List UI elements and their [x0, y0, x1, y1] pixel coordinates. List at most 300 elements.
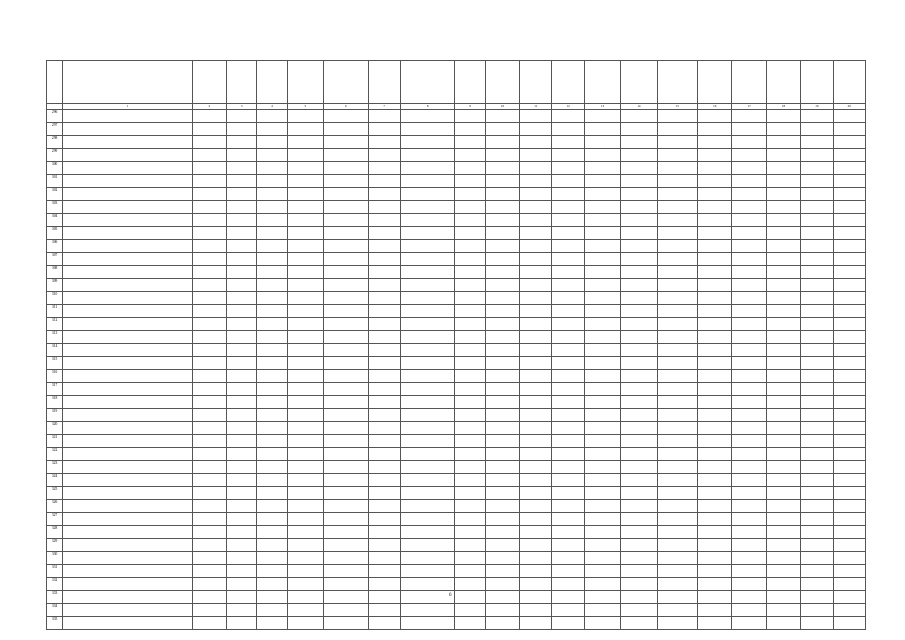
table-cell — [621, 123, 657, 136]
table-cell — [732, 409, 766, 422]
table-cell — [324, 188, 368, 201]
table-cell — [455, 175, 485, 188]
table-cell — [455, 149, 485, 162]
table-cell — [833, 565, 865, 578]
table-cell — [801, 435, 833, 448]
table-cell — [732, 461, 766, 474]
table-cell — [657, 305, 697, 318]
table-cell — [192, 487, 226, 500]
table-cell — [621, 526, 657, 539]
table-row — [47, 487, 866, 500]
table-cell — [226, 409, 256, 422]
table-cell — [63, 357, 192, 370]
table-cell — [287, 292, 323, 305]
row-number: 318 — [47, 396, 63, 409]
column-number: 6 — [324, 104, 368, 110]
table-cell — [732, 357, 766, 370]
table-cell — [833, 149, 865, 162]
table-cell — [657, 500, 697, 513]
table-cell — [368, 357, 400, 370]
table-cell — [257, 396, 287, 409]
row-number: 308 — [47, 266, 63, 279]
table-cell — [833, 487, 865, 500]
table-cell — [257, 253, 287, 266]
table-cell — [400, 331, 455, 344]
table-cell — [520, 513, 552, 526]
row-number: 312 — [47, 318, 63, 331]
table-cell — [833, 318, 865, 331]
table-cell — [520, 461, 552, 474]
table-cell — [766, 201, 800, 214]
table-cell — [192, 175, 226, 188]
table-cell — [833, 240, 865, 253]
table-cell — [485, 292, 519, 305]
table-cell — [368, 266, 400, 279]
table-cell — [324, 318, 368, 331]
table-cell — [400, 422, 455, 435]
table-cell — [698, 396, 732, 409]
table-cell — [584, 474, 620, 487]
table-cell — [226, 461, 256, 474]
table-cell — [63, 539, 192, 552]
table-cell — [657, 136, 697, 149]
table-cell — [552, 578, 584, 591]
table-cell — [657, 253, 697, 266]
table-cell — [226, 110, 256, 123]
table-cell — [552, 136, 584, 149]
table-row — [47, 240, 866, 253]
row-number: 328 — [47, 526, 63, 539]
table-cell — [257, 175, 287, 188]
row-number: 309 — [47, 279, 63, 292]
table-cell — [485, 487, 519, 500]
table-cell — [324, 110, 368, 123]
table-cell — [833, 461, 865, 474]
table-cell — [192, 292, 226, 305]
table-cell — [485, 279, 519, 292]
table-cell — [833, 201, 865, 214]
table-cell — [287, 409, 323, 422]
table-cell — [801, 279, 833, 292]
table-cell — [732, 162, 766, 175]
table-cell — [552, 591, 584, 604]
table-cell — [226, 292, 256, 305]
table-cell — [324, 266, 368, 279]
table-cell — [324, 617, 368, 630]
table-cell — [368, 175, 400, 188]
table-cell — [455, 136, 485, 149]
table-cell — [287, 123, 323, 136]
table-cell — [766, 500, 800, 513]
table-cell — [698, 305, 732, 318]
table-cell — [621, 344, 657, 357]
table-cell — [732, 565, 766, 578]
table-cell — [257, 448, 287, 461]
table-cell — [584, 266, 620, 279]
table-cell — [226, 253, 256, 266]
table-cell — [621, 227, 657, 240]
table-cell — [833, 344, 865, 357]
table-cell — [324, 357, 368, 370]
table-cell — [287, 578, 323, 591]
table-cell — [657, 604, 697, 617]
table-cell — [698, 435, 732, 448]
header-cell — [801, 61, 833, 104]
table-cell — [801, 448, 833, 461]
table-cell — [400, 357, 455, 370]
table-cell — [552, 201, 584, 214]
column-number: 16 — [698, 104, 732, 110]
table-cell — [552, 422, 584, 435]
table-cell — [621, 253, 657, 266]
table-cell — [257, 331, 287, 344]
table-row — [47, 552, 866, 565]
table-cell — [584, 279, 620, 292]
table-cell — [698, 578, 732, 591]
table-cell — [833, 409, 865, 422]
table-cell — [455, 344, 485, 357]
column-number: 9 — [455, 104, 485, 110]
table-row — [47, 214, 866, 227]
table-cell — [552, 487, 584, 500]
table-cell — [400, 409, 455, 422]
table-cell — [657, 214, 697, 227]
table-cell — [657, 383, 697, 396]
table-cell — [698, 162, 732, 175]
table-cell — [455, 409, 485, 422]
header-cell — [833, 61, 865, 104]
table-cell — [766, 318, 800, 331]
table-cell — [833, 513, 865, 526]
header-cell — [192, 61, 226, 104]
column-number: 7 — [368, 104, 400, 110]
table-cell — [584, 617, 620, 630]
table-cell — [324, 461, 368, 474]
table-cell — [552, 396, 584, 409]
table-cell — [485, 526, 519, 539]
table-row — [47, 292, 866, 305]
header-cell — [400, 61, 455, 104]
table-cell — [621, 318, 657, 331]
table-cell — [657, 435, 697, 448]
table-cell — [400, 565, 455, 578]
table-cell — [552, 318, 584, 331]
table-cell — [698, 149, 732, 162]
table-cell — [621, 149, 657, 162]
table-cell — [226, 214, 256, 227]
table-cell — [368, 240, 400, 253]
table-cell — [732, 292, 766, 305]
table-cell — [400, 214, 455, 227]
table-cell — [657, 461, 697, 474]
table-cell — [833, 214, 865, 227]
table-cell — [520, 214, 552, 227]
table-cell — [257, 240, 287, 253]
column-number: 8 — [400, 104, 455, 110]
table-cell — [621, 409, 657, 422]
table-cell — [584, 331, 620, 344]
table-cell — [766, 110, 800, 123]
table-cell — [226, 617, 256, 630]
table-cell — [63, 318, 192, 331]
table-cell — [801, 253, 833, 266]
table-cell — [698, 318, 732, 331]
table-row — [47, 344, 866, 357]
table-cell — [621, 474, 657, 487]
table-cell — [368, 149, 400, 162]
table-cell — [732, 214, 766, 227]
table-cell — [368, 123, 400, 136]
table-row — [47, 409, 866, 422]
table-cell — [732, 383, 766, 396]
header-cell — [732, 61, 766, 104]
table-cell — [833, 305, 865, 318]
table-cell — [400, 279, 455, 292]
table-cell — [257, 591, 287, 604]
table-cell — [801, 513, 833, 526]
table-cell — [63, 175, 192, 188]
table-cell — [621, 201, 657, 214]
table-cell — [63, 162, 192, 175]
table-cell — [657, 357, 697, 370]
table-cell — [368, 565, 400, 578]
table-cell — [833, 175, 865, 188]
table-cell — [584, 188, 620, 201]
table-cell — [552, 279, 584, 292]
table-cell — [520, 240, 552, 253]
table-cell — [192, 253, 226, 266]
table-cell — [287, 331, 323, 344]
table-cell — [485, 253, 519, 266]
table-cell — [801, 318, 833, 331]
row-number: 311 — [47, 305, 63, 318]
table-cell — [257, 370, 287, 383]
table-cell — [400, 591, 455, 604]
table-cell — [257, 214, 287, 227]
table-cell — [584, 500, 620, 513]
table-cell — [368, 227, 400, 240]
table-cell — [621, 214, 657, 227]
table-row — [47, 474, 866, 487]
table-cell — [455, 591, 485, 604]
table-cell — [324, 487, 368, 500]
column-number: 19 — [801, 104, 833, 110]
table-cell — [801, 214, 833, 227]
table-cell — [455, 214, 485, 227]
table-cell — [584, 604, 620, 617]
header-cell — [257, 61, 287, 104]
table-cell — [732, 591, 766, 604]
table-cell — [226, 370, 256, 383]
table-cell — [621, 604, 657, 617]
table-cell — [801, 578, 833, 591]
table-cell — [657, 344, 697, 357]
row-number: 321 — [47, 435, 63, 448]
table-cell — [520, 344, 552, 357]
table-row — [47, 188, 866, 201]
table-cell — [766, 396, 800, 409]
row-number: 325 — [47, 487, 63, 500]
table-cell — [766, 526, 800, 539]
table-row — [47, 162, 866, 175]
table-cell — [485, 500, 519, 513]
row-number: 329 — [47, 539, 63, 552]
table-cell — [226, 149, 256, 162]
table-cell — [584, 422, 620, 435]
table-cell — [520, 552, 552, 565]
table-cell — [732, 396, 766, 409]
table-cell — [368, 500, 400, 513]
table-cell — [485, 201, 519, 214]
table-cell — [368, 422, 400, 435]
table-cell — [698, 552, 732, 565]
table-cell — [400, 500, 455, 513]
table-cell — [257, 487, 287, 500]
table-cell — [766, 487, 800, 500]
table-cell — [192, 422, 226, 435]
table-cell — [400, 461, 455, 474]
table-cell — [801, 552, 833, 565]
table-cell — [552, 357, 584, 370]
table-cell — [226, 383, 256, 396]
table-cell — [732, 539, 766, 552]
table-cell — [287, 162, 323, 175]
table-cell — [833, 578, 865, 591]
table-cell — [698, 266, 732, 279]
table-cell — [552, 253, 584, 266]
table-cell — [732, 318, 766, 331]
table-cell — [63, 435, 192, 448]
table-cell — [485, 188, 519, 201]
table-cell — [455, 279, 485, 292]
table-cell — [732, 240, 766, 253]
table-cell — [226, 539, 256, 552]
table-cell — [485, 123, 519, 136]
table-cell — [698, 474, 732, 487]
table-cell — [324, 552, 368, 565]
table-cell — [801, 305, 833, 318]
table-cell — [192, 344, 226, 357]
table-cell — [192, 565, 226, 578]
table-cell — [192, 201, 226, 214]
table-cell — [485, 370, 519, 383]
table-cell — [801, 227, 833, 240]
table-cell — [226, 188, 256, 201]
table-row — [47, 383, 866, 396]
table-cell — [63, 110, 192, 123]
row-number: 334 — [47, 604, 63, 617]
table-cell — [287, 201, 323, 214]
table-cell — [485, 591, 519, 604]
table-cell — [766, 136, 800, 149]
table-cell — [584, 136, 620, 149]
table-cell — [520, 201, 552, 214]
table-cell — [732, 552, 766, 565]
table-cell — [621, 357, 657, 370]
row-number: 319 — [47, 409, 63, 422]
table-cell — [552, 266, 584, 279]
table-cell — [801, 201, 833, 214]
table-row — [47, 591, 866, 604]
table-cell — [400, 305, 455, 318]
table-cell — [257, 227, 287, 240]
table-row — [47, 136, 866, 149]
table-cell — [324, 448, 368, 461]
table-cell — [400, 474, 455, 487]
table-cell — [732, 305, 766, 318]
table-cell — [520, 617, 552, 630]
table-cell — [621, 422, 657, 435]
table-cell — [732, 578, 766, 591]
table-cell — [192, 435, 226, 448]
table-cell — [257, 279, 287, 292]
table-cell — [520, 435, 552, 448]
table-cell — [766, 461, 800, 474]
table-cell — [324, 136, 368, 149]
table-row — [47, 279, 866, 292]
table-cell — [552, 149, 584, 162]
table-cell — [657, 331, 697, 344]
table-cell — [324, 383, 368, 396]
table-row — [47, 396, 866, 409]
table-cell — [621, 513, 657, 526]
table-cell — [455, 266, 485, 279]
table-cell — [287, 422, 323, 435]
table-cell — [621, 565, 657, 578]
table-cell — [801, 500, 833, 513]
table-cell — [455, 474, 485, 487]
table-row — [47, 149, 866, 162]
table-cell — [485, 565, 519, 578]
row-number: 302 — [47, 188, 63, 201]
table-cell — [287, 188, 323, 201]
table-cell — [552, 305, 584, 318]
table-row — [47, 539, 866, 552]
table-cell — [400, 578, 455, 591]
table-cell — [192, 357, 226, 370]
table-cell — [368, 604, 400, 617]
table-cell — [698, 591, 732, 604]
table-cell — [584, 357, 620, 370]
table-cell — [324, 227, 368, 240]
table-cell — [621, 136, 657, 149]
table-cell — [732, 253, 766, 266]
table-cell — [584, 149, 620, 162]
table-cell — [324, 149, 368, 162]
table-cell — [257, 292, 287, 305]
table-cell — [584, 175, 620, 188]
table-cell — [324, 500, 368, 513]
table-row — [47, 305, 866, 318]
row-number: 304 — [47, 214, 63, 227]
table-cell — [455, 123, 485, 136]
column-number: 18 — [766, 104, 800, 110]
table-cell — [455, 383, 485, 396]
table-cell — [584, 292, 620, 305]
table-cell — [400, 266, 455, 279]
table-cell — [698, 357, 732, 370]
table-cell — [621, 305, 657, 318]
table-cell — [584, 396, 620, 409]
row-number: 335 — [47, 617, 63, 630]
table-cell — [833, 396, 865, 409]
table-cell — [766, 188, 800, 201]
table-cell — [584, 201, 620, 214]
table-cell — [657, 591, 697, 604]
table-cell — [455, 526, 485, 539]
table-cell — [455, 461, 485, 474]
table-cell — [520, 123, 552, 136]
